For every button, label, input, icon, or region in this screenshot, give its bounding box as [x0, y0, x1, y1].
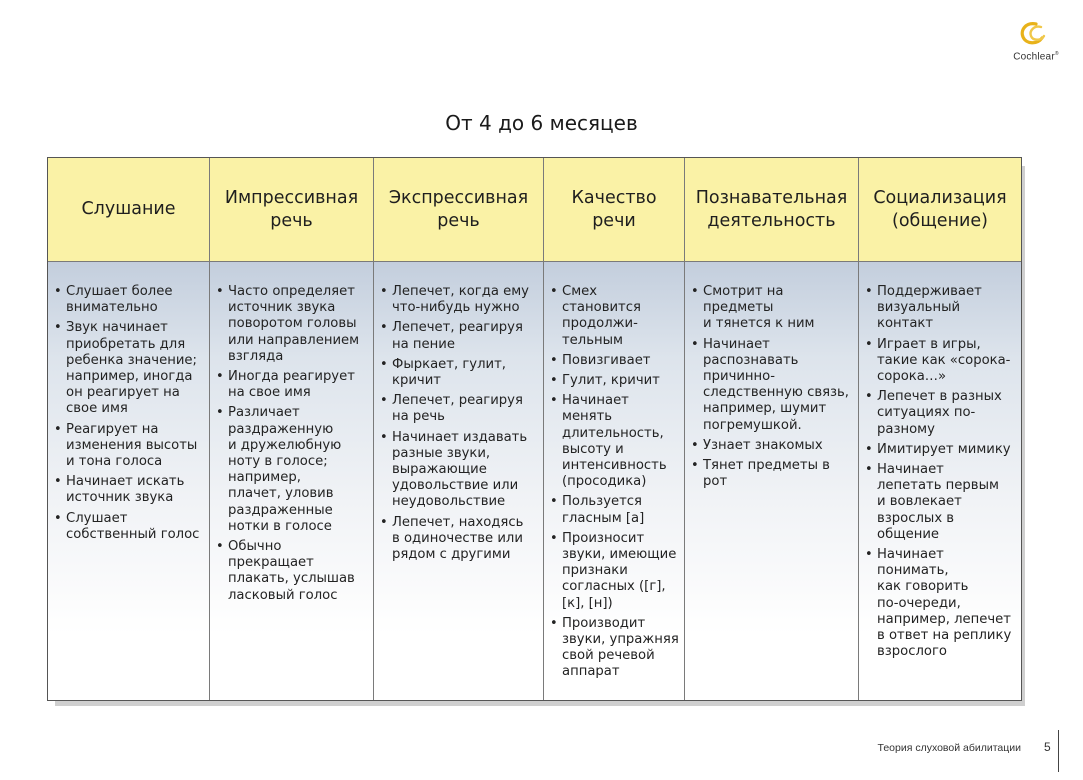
column-header-impressive-speech: Импрессивная речь	[210, 158, 374, 262]
list-item: • Узнает знакомых	[691, 438, 854, 454]
list-item: • Произносит звуки, имеющие признаки согласных ([г], [к], [н])	[550, 531, 680, 612]
list-item: • Слушает более внимательно	[54, 284, 205, 316]
list-item: • Гулит, кричит	[550, 373, 680, 389]
list-item: • Играет в игры, такие как «сорока- сорока…»	[865, 337, 1017, 386]
list-item: • Поддерживает визуальный контакт	[865, 284, 1017, 333]
footer-divider	[1058, 730, 1059, 772]
registered-mark: ®	[1054, 51, 1059, 57]
list-item: • Начинает лепетать первым и вовлекает взрослых в общение	[865, 462, 1017, 543]
column-body-impressive-speech	[210, 262, 374, 700]
list-item: • Начинает издавать разные звуки, выражающие удовольствие или неудовольствие	[380, 430, 539, 511]
list-item: • Смотрит на предметы и тянется к ним	[691, 284, 854, 333]
list-item: • Лепечет в разных ситуациях по- разному	[865, 389, 1017, 438]
list-item: • Реагирует на изменения высоты и тона голоса	[54, 422, 205, 471]
logo-text	[1008, 51, 1064, 62]
column-body-socialization	[859, 262, 1021, 700]
page-title: От 4 до 6 месяцев	[445, 111, 638, 135]
list-item: • Повизгивает	[550, 353, 680, 369]
list-item: • Начинает распознавать причинно- следственную связь, например, шумит погремушкой.	[691, 337, 854, 434]
list-item: • Смех становится продолжи- тельным	[550, 284, 680, 349]
milestones-table	[47, 157, 1022, 701]
column-body-cognitive-activity	[685, 262, 859, 700]
list-item: • Пользуется гласным [а]	[550, 494, 680, 526]
column-header-socialization: Социализация (общение)	[859, 158, 1021, 262]
column-body-listening	[48, 262, 210, 700]
list-item: • Слушает собственный голос	[54, 511, 205, 543]
column-body-expressive-speech	[374, 262, 544, 700]
column-header-speech-quality: Качество речи	[544, 158, 685, 262]
list-item: • Начинает понимать, как говорить по-очереди, например, лепечет в ответ на реплику взрослого	[865, 547, 1017, 660]
column-header-cognitive-activity: Познавательная деятельность	[685, 158, 859, 262]
list-item: • Обычно прекращает плакать, услышав ласковый голос	[216, 539, 369, 604]
list-item: • Часто определяет источник звука поворотом головы или направлением взгляда	[216, 284, 369, 365]
list-item: • Лепечет, реагируя на речь	[380, 393, 539, 425]
list-item: • Лепечет, реагируя на пение	[380, 320, 539, 352]
list-item: • Лепечет, когда ему что-нибудь нужно	[380, 284, 539, 316]
list-item: • Звук начинает приобретать для ребенка значение; например, иногда он реагирует на свое имя	[54, 320, 205, 417]
list-item: • Начинает искать источник звука	[54, 474, 205, 506]
list-item: • Производит звуки, упражняя свой речевой аппарат	[550, 616, 680, 681]
list-item: • Лепечет, находясь в одиночестве или рядом с другими	[380, 515, 539, 564]
logo-word: Cochlear	[1013, 51, 1055, 63]
list-item: • Начинает менять длительность, высоту и интенсивность (просодика)	[550, 393, 680, 490]
column-body-speech-quality	[544, 262, 685, 700]
list-item: • Тянет предметы в рот	[691, 458, 854, 490]
cochlear-swirl-icon	[1014, 20, 1054, 50]
list-item: • Имитирует мимику	[865, 442, 1017, 458]
column-header-expressive-speech: Экспрессивная речь	[374, 158, 544, 262]
page-number: 5	[1044, 740, 1051, 754]
list-item: • Иногда реагирует на свое имя	[216, 369, 369, 401]
cochlear-logo	[1008, 20, 1068, 64]
column-header-listening: Слушание	[48, 158, 210, 262]
list-item: • Фыркает, гулит, кричит	[380, 357, 539, 389]
list-item: • Различает раздраженную и дружелюбную ноту в голосе; например, плачет, уловив раздраженные нотки в голосе	[216, 405, 369, 535]
footer-section-title: Теория слуховой абилитации	[877, 742, 1021, 754]
